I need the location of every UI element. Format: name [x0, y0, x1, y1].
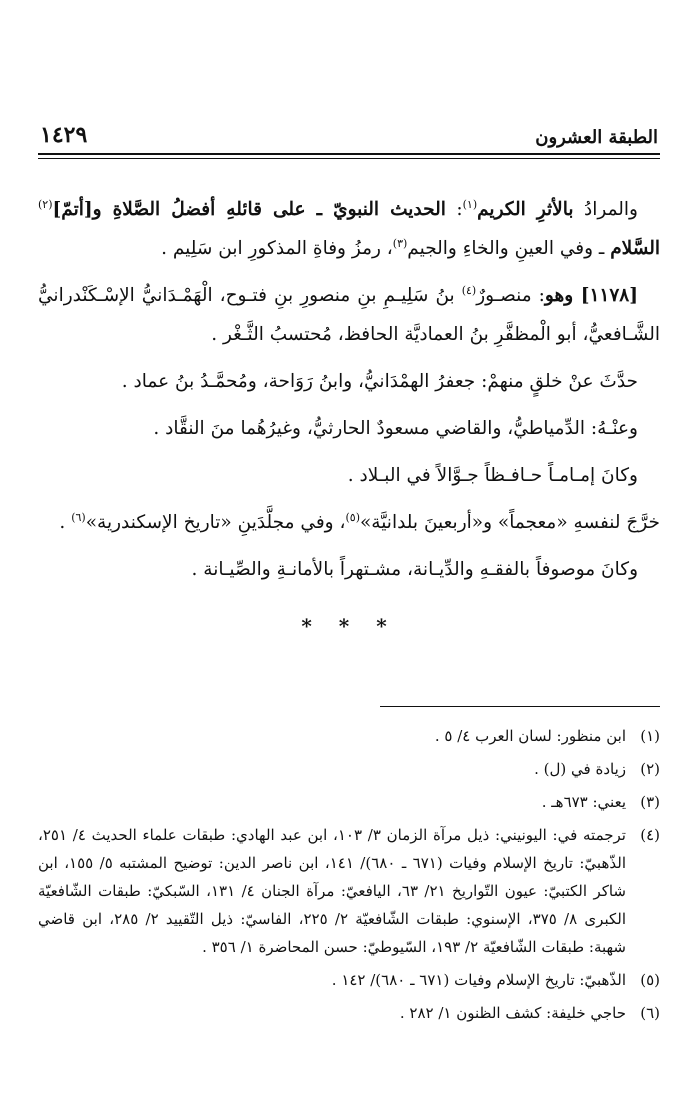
- page-header: [40, 108, 658, 148]
- footnote-ref[interactable]: (٤): [461, 283, 477, 297]
- footnote-number: (٣): [640, 793, 660, 811]
- page-number: ١٤٢٩: [40, 122, 88, 148]
- footnote-rule: [380, 706, 660, 707]
- footnote-number: (١): [640, 727, 660, 745]
- text-run: :: [445, 199, 463, 220]
- footnote: [38, 755, 660, 783]
- text-run: خرَّجَ لنفسهِ «معجماً» و«أربعينَ بلدانيَّة»: [359, 512, 660, 533]
- text-run: .: [59, 512, 72, 533]
- footnote-number: (٥): [640, 971, 660, 989]
- entry-number: [١١٧٨] وهو: [544, 285, 638, 306]
- text-run: ـ وفي العينِ والخاءِ والجيم: [407, 238, 611, 259]
- footnote: [38, 788, 660, 816]
- footnote-text: ترجمته في: اليونيني: ذيل مرآة الزمان ٣/ ١٠٣، ابن عبد الهادي: طبقات علماء الحديث ٤/ ٢٥١، الذّهبيّ: تاريخ الإسلام وفيات (٦٧١ ـ ٦٨٠)/ ١٤١، ابن ناصر الدين: توضيح المشتبه ٥/ ١٥٥، ابن شاكر الكتبيّ: عيون التّواريخ ٢١/ ٦٣، اليافعيّ: مرآة الجنان ٤/ ١٣١، السّبكيّ: طبقات الشّافعيّة الكبرى ٨/ ٣٧٥، الإسنوي: طبقات الشّافعيّة ٢/ ٢٢٥، الفاسيّ: ذيل التّقييد ٢/ ٢٨٥، ابن قاضي شهبة: طبقات الشّافعيّة ٢/ ١٩٣، السّيوطيّ: حسن المحاضرة ١/ ٣٥٦ .: [38, 826, 627, 956]
- paragraph-definition: [38, 190, 660, 268]
- footnote-number: (٤): [640, 826, 660, 844]
- paragraph-description: وكانَ إمـامـاً حـافـظاً جـوَّالاً في البـلاد .: [347, 465, 638, 486]
- paragraph-works: [38, 503, 660, 542]
- footnote-ref[interactable]: (٢): [38, 197, 53, 211]
- paragraph-narrators: حدَّثَ عنْ خلقٍ منهمْ: جعفرُ الهمْدَانيُّ، وابنُ رَوَاحة، ومُحمَّـدُ بنُ عماد .: [121, 371, 638, 392]
- header-rule: [38, 153, 660, 159]
- footnote-text: يعني: ٦٧٣هـ .: [541, 793, 626, 811]
- footnote-ref[interactable]: (٣): [392, 236, 408, 250]
- footnote: [38, 966, 660, 994]
- footnote-text: ابن منظور: لسان العرب ٤/ ٥ .: [434, 727, 626, 745]
- footnote: [38, 999, 660, 1027]
- footnotes: [38, 722, 660, 1032]
- footnote-text: حاجي خليفة: كشف الظنون ١/ ٢٨٢ .: [399, 1004, 626, 1022]
- footnote-text: الذّهبيّ: تاريخ الإسلام وفيات (٦٧١ ـ ٦٨٠)/ ١٤٢ .: [331, 971, 626, 989]
- footnote: [38, 722, 660, 750]
- text-run: : منصـورٌ: [476, 285, 545, 306]
- bold-term: السَّلام: [610, 238, 660, 259]
- running-title: الطبقة العشرون: [535, 127, 658, 148]
- bold-term: بالأثرِ الكريم: [477, 199, 574, 220]
- text-run: ، رمزُ وفاةِ المذكورِ ابن سَلِيم .: [161, 238, 393, 259]
- text-run: بنُ سَلِيـمِ بنِ منصورِ بنِ فتـوح، الْهَمْـدَانيُّ الإسْـكَنْدرانيُّ الشَّـافعيُّ، أبو الْمظفَّرِ بنُ العماديَّة الحافظ، مُحتسبُ الثَّـغْر .: [38, 285, 660, 345]
- footnote-text: زيادة في (ل) .: [534, 760, 626, 778]
- paragraph-entry: [38, 276, 660, 354]
- footnote-ref[interactable]: (١): [462, 197, 478, 211]
- footnote: [38, 821, 660, 961]
- footnote-number: (٢): [640, 760, 660, 778]
- footnote-ref[interactable]: (٦): [71, 510, 86, 524]
- paragraph-virtues: وكانَ موصوفاً بالفقـهِ والدِّيـانة، مشـتهراً بالأمانـةِ والصِّيـانة .: [191, 559, 638, 580]
- text-run: ، وفي مجلَّدَينِ «تاريخ الإسكندرية»: [85, 512, 346, 533]
- text-run: والمرادُ: [573, 199, 638, 220]
- footnote-number: (٦): [640, 1004, 660, 1022]
- main-text: [38, 190, 660, 646]
- paragraph-students: وعنْـهُ: الدِّمياطيُّ، والقاضي مسعودٌ الحارثيُّ، وغيرُهُما منَ النقَّاد .: [153, 418, 638, 439]
- section-separator: * * *: [301, 614, 397, 638]
- bold-term: الحديث النبويّ ـ على قائلهِ أفضلُ الصَّلاةِ و[أتمّ]: [52, 199, 446, 220]
- footnote-ref[interactable]: (٥): [345, 510, 360, 524]
